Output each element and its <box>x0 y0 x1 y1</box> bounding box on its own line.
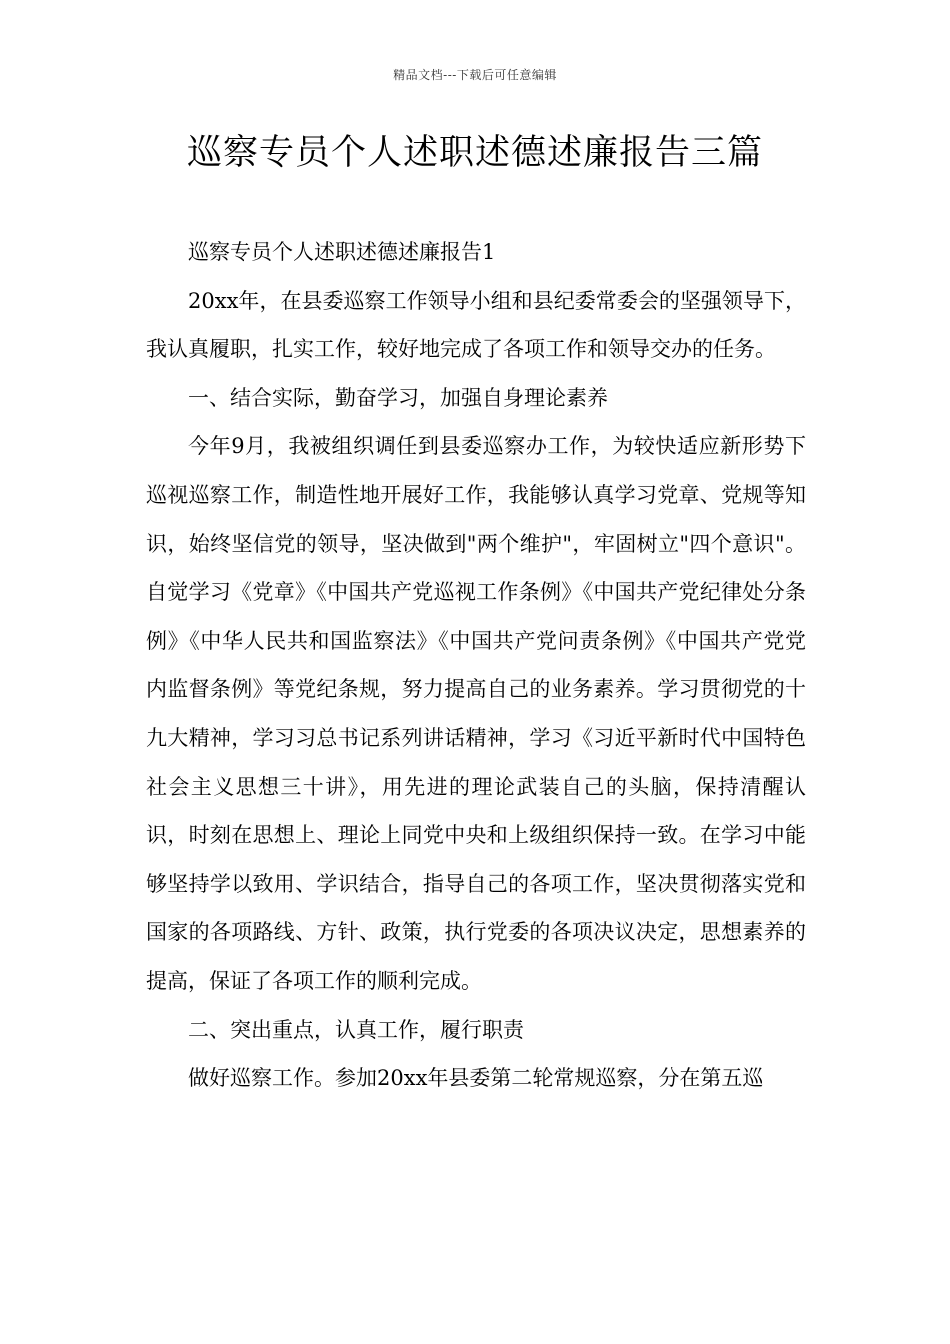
section-heading: 一、结合实际，勤奋学习，加强自身理论素养 <box>188 385 608 410</box>
document-title: 巡察专员个人述职述德述廉报告三篇 <box>186 133 763 173</box>
section-heading: 二、突出重点，认真工作，履行职责 <box>188 1017 524 1042</box>
document-body <box>146 228 806 1103</box>
paragraph: 做好巡察工作。参加20xx年县委第二轮常规巡察，分在第五巡 <box>188 1066 764 1091</box>
page-header: 精品文档---下载后可任意编辑 <box>393 68 557 82</box>
paragraph: 20xx年，在县委巡察工作领导小组和县纪委常委会的坚强领导下，我认真履职，扎实工作，较好地完成了各项工作和领导交办的任务。 <box>146 288 806 362</box>
section-heading: 巡察专员个人述职述德述廉报告1 <box>188 240 496 264</box>
paragraph: 今年9月，我被组织调任到县委巡察办工作，为较快适应新形势下巡视巡察工作，制造性地开展好工作，我能够认真学习党章、党规等知识，始终坚信党的领导，坚决做到"两个维护"，牢固树立"四个意识"。自觉学习《党章》《中国共产党巡视工作条例》《中国共产党纪律处分条例》《中华人民共和国监察法》《中国共产党问责条例》《中国共产党党内监督条例》等党纪条规，努力提高自己的业务素养。学习贯彻党的十九大精神，学习习总书记系列讲话精神，学习《习近平新时代中国特色社会主义思想三十讲》，用先进的理论武装自己的头脑，保持清醒认识，时刻在思想上、理论上同党中央和上级组织保持一致。在学习中能够坚持学以致用、学识结合，指导自己的各项工作，坚决贯彻落实党和国家的各项路线、方针、政策，执行党委的各项决议决定，思想素养的提高，保证了各项工作的顺利完成。 <box>146 434 806 993</box>
